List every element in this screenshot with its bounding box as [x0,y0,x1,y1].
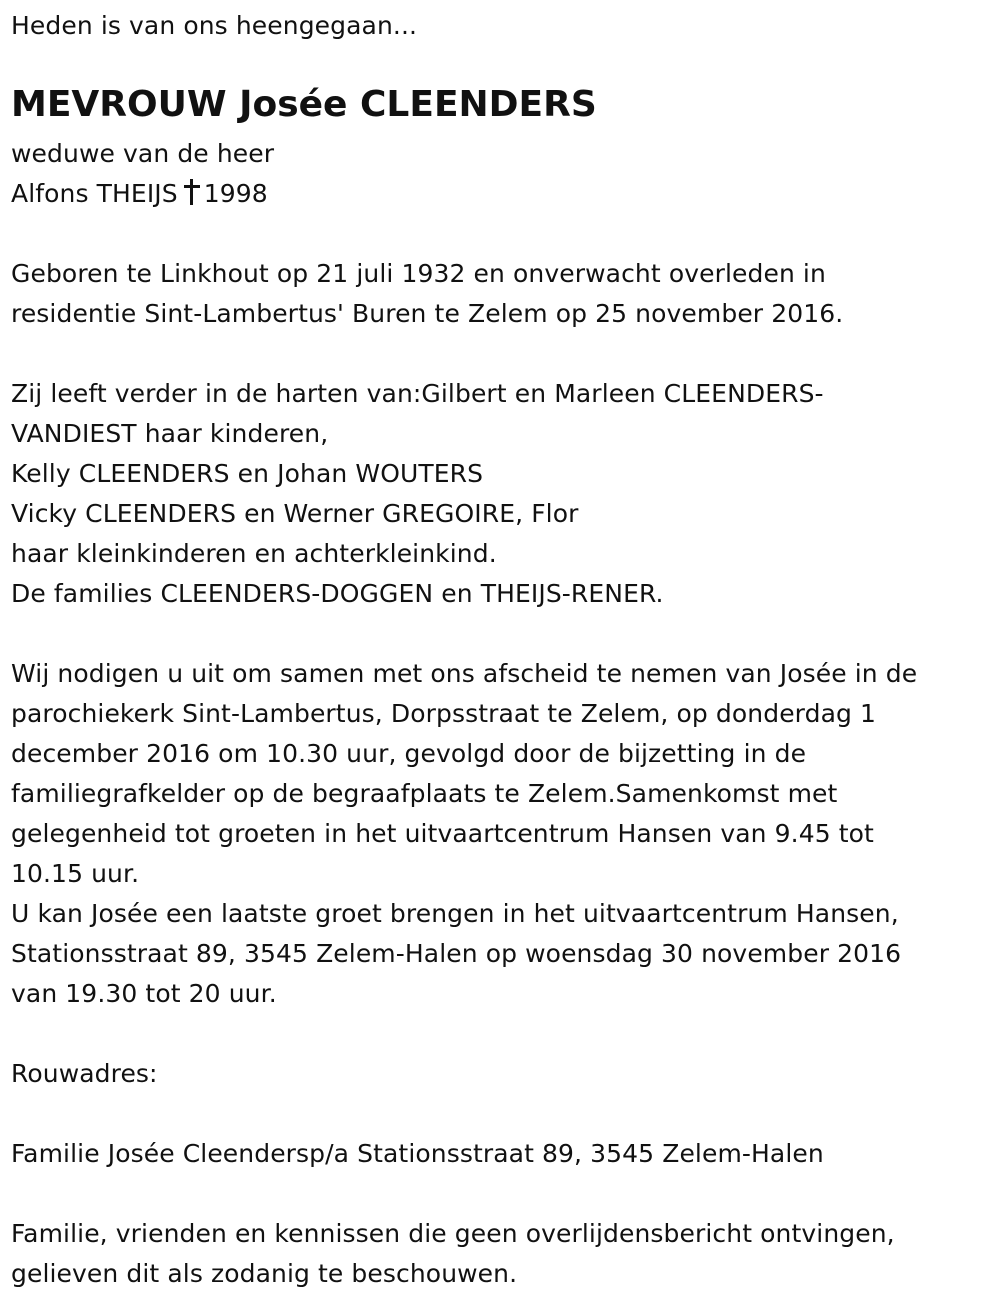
address-label-block [11,1054,158,1094]
family-block [11,374,824,614]
birth-block [11,254,843,334]
intro-text: Heden is van ons heengegaan... [11,11,418,40]
ceremony-line: parochiekerk Sint-Lambertus, Dorpsstraat te Zelem, op donderdag 1 [11,699,877,728]
address-block [11,1134,824,1174]
family-line: De families CLEENDERS-DOGGEN en THEIJS-RENER. [11,579,664,608]
deceased-name: MEVROUW Josée CLEENDERS [11,84,597,125]
ceremony-line: gelegenheid tot groeten in het uitvaartcentrum Hansen van 9.45 tot [11,819,874,848]
spouse-death-year: 1998 [203,179,268,208]
ceremony-block [11,654,917,1014]
spouse-line: weduwe van de heer [11,139,275,168]
ceremony-line: Stationsstraat 89, 3545 Zelem-Halen op woensdag 30 november 2016 [11,939,902,968]
ceremony-line: familiegrafkelder op de begraafplaats te Zelem.Samenkomst met [11,779,838,808]
spouse-name-line [11,174,274,214]
cross-icon [184,179,200,205]
family-line: Kelly CLEENDERS en Johan WOUTERS [11,459,484,488]
birth-line: residentie Sint-Lambertus' Buren te Zelem op 25 november 2016. [11,299,844,328]
ceremony-line: 10.15 uur. [11,859,140,888]
family-line: Vicky CLEENDERS en Werner GREGOIRE, Flor [11,499,579,528]
ceremony-line: december 2016 om 10.30 uur, gevolgd door de bijzetting in de [11,739,807,768]
family-line: Zij leeft verder in de harten van:Gilbert en Marleen CLEENDERS- [11,379,824,408]
spouse-name: Alfons THEIJS [11,179,178,208]
ceremony-line: Wij nodigen u uit om samen met ons afscheid te nemen van Josée in de [11,659,918,688]
ceremony-line: U kan Josée een laatste groet brengen in het uitvaartcentrum Hansen, [11,899,899,928]
family-line: haar kleinkinderen en achterkleinkind. [11,539,497,568]
spouse-block [11,134,274,214]
address-text: Familie Josée Cleendersp/a Stationsstraat 89, 3545 Zelem-Halen [11,1139,824,1168]
family-line: VANDIEST haar kinderen, [11,419,329,448]
address-label: Rouwadres: [11,1059,158,1088]
ceremony-line: van 19.30 tot 20 uur. [11,979,277,1008]
closing-block [11,1214,895,1294]
birth-line: Geboren te Linkhout op 21 juli 1932 en onverwacht overleden in [11,259,826,288]
closing-line: Familie, vrienden en kennissen die geen overlijdensbericht ontvingen, [11,1219,895,1248]
closing-line: gelieven dit als zodanig te beschouwen. [11,1259,518,1288]
